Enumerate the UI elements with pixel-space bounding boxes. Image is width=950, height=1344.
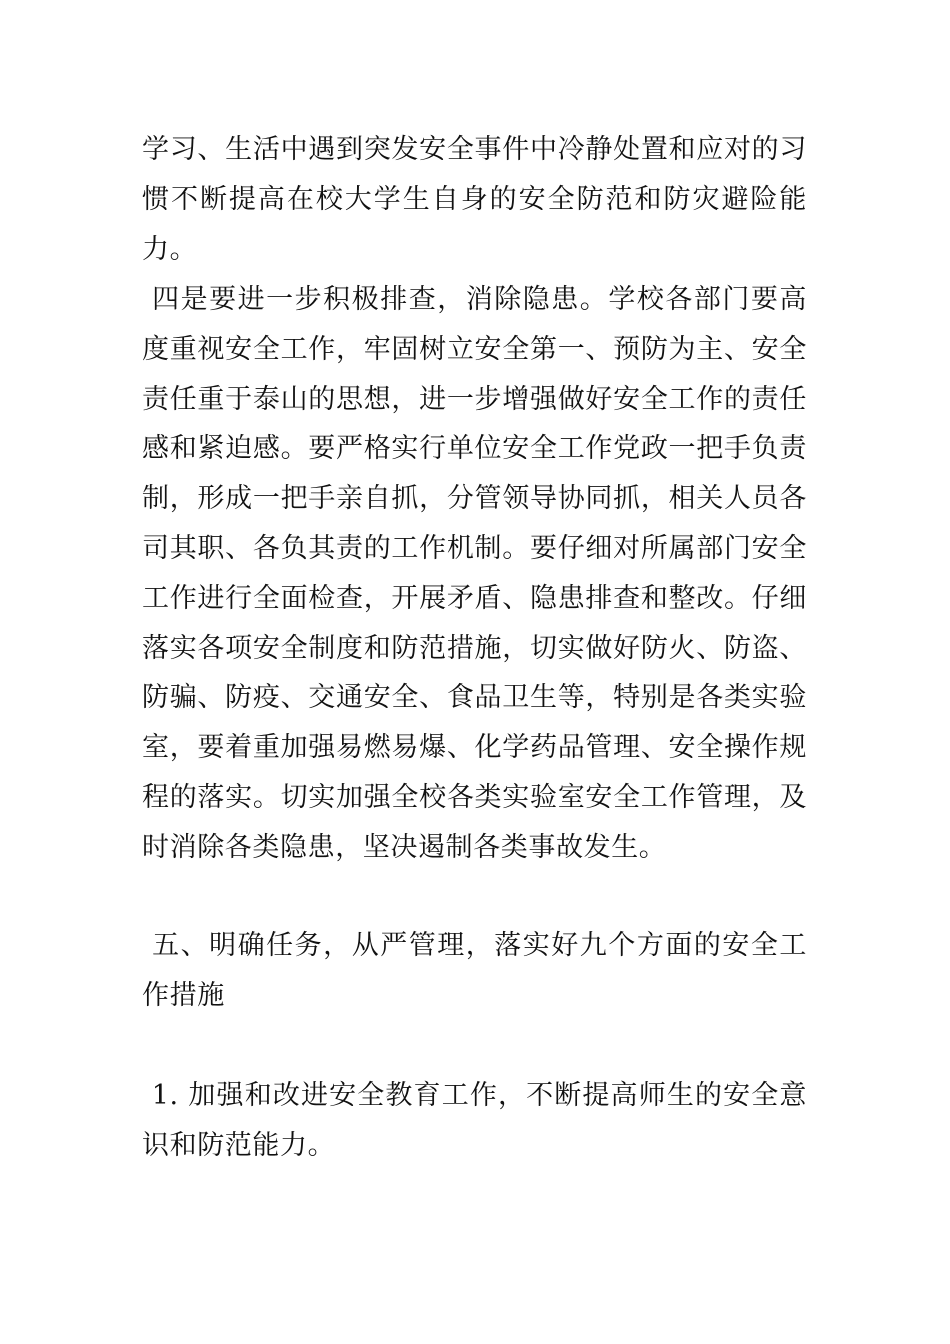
paragraph-item-one: 1. 加强和改进安全教育工作，不断提高师生的安全意识和防范能力。	[142, 1080, 808, 1161]
section-heading-five: 五、明确任务，从严管理，落实好九个方面的安全工作措施	[142, 930, 807, 1011]
paragraph-emergency-habits: 学习、生活中遇到突发安全事件中冷静处置和应对的习惯不断提高在校大学生自身的安全防范和防灾避险能力。	[142, 134, 807, 265]
paragraph-hazard-inspection: 四是要进一步积极排查，消除隐患。学校各部门要高度重视安全工作，牢固树立安全第一、预防为主、安全责任重于泰山的思想，进一步增强做好安全工作的责任感和紧迫感。要严格实行单位安全工作党政一把手负责制，形成一把手亲自抓，分管领导协同抓，相关人员各司其职、各负其责的工作机制。要仔细对所属部门安全工作进行全面检查，开展矛盾、隐患排查和整改。仔细落实各项安全制度和防范措施，切实做好防火、防盗、防骗、防疫、交通安全、食品卫生等，特别是各类实验室，要着重加强易燃易爆、化学药品管理、安全操作规程的落实。切实加强全校各类实验室安全工作管理，及时消除各类隐患，坚决遏制各类事故发生。	[142, 284, 807, 863]
